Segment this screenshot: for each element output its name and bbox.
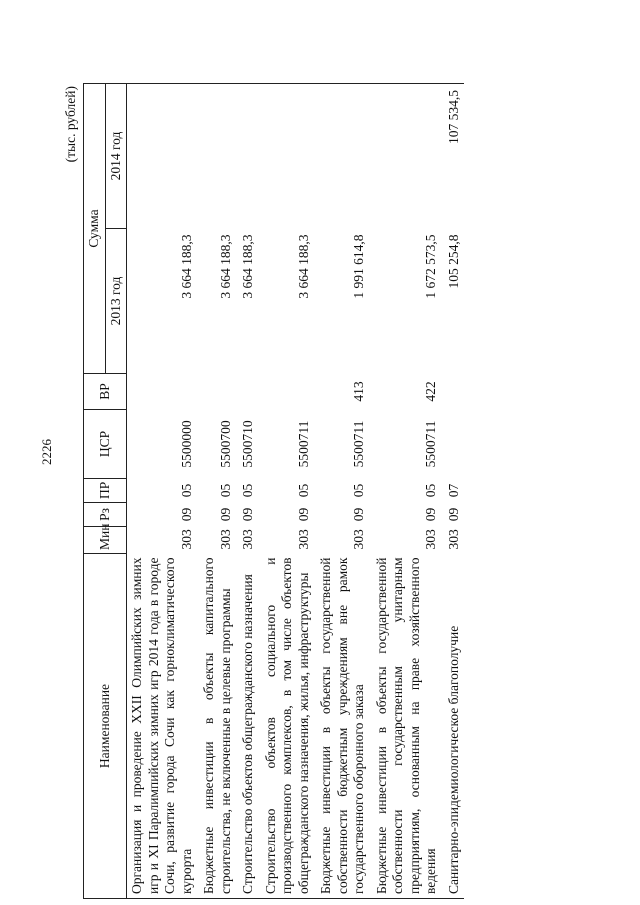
row-name: Бюджетные инвестиции в объекты государственной собственности бюджетным учреждениям вне рамок государственного оборонного заказа (316, 554, 372, 899)
table-row (261, 83, 317, 898)
row-csr: 5500700 (217, 420, 233, 468)
page-number: 2226 (39, 439, 54, 465)
table-row (316, 83, 372, 898)
row-rz: 09 (217, 507, 233, 522)
row-pr: 07 (445, 483, 461, 498)
row-sum-2013: 105 254,8 (445, 234, 461, 289)
row-vr (444, 374, 465, 410)
table-row (199, 83, 238, 898)
row-sum-2013: 1 991 614,8 (351, 234, 366, 299)
row-csr: 5500710 (240, 420, 255, 468)
header-name: Наименование (84, 554, 127, 899)
row-name: Санитарно-эпидемиологическое благополучие (444, 554, 465, 899)
row-pr: 05 (240, 483, 255, 498)
row-csr (444, 410, 465, 479)
row-csr: 5500711 (423, 420, 438, 468)
table-body (127, 83, 465, 898)
row-pr: 05 (178, 483, 194, 498)
row-vr (261, 374, 317, 410)
header-sum: Сумма (84, 83, 106, 373)
budget-table (83, 83, 464, 899)
row-rz: 09 (423, 507, 438, 522)
row-name: Бюджетные инвестиции в объекты капитального строительства, не включенные в целевые программы (199, 554, 238, 899)
budget-sheet (63, 84, 526, 899)
header-vr: ВР (84, 374, 127, 410)
table-row (127, 83, 200, 898)
row-csr: 5500711 (351, 420, 366, 468)
row-name: Организация и проведение XXII Олимпийских зимних игр и XI Паралимпийских зимних игр 2014 года в городе Сочи, развитие города Сочи как горноклиматического курорта (127, 554, 200, 899)
row-min: 303 (240, 529, 255, 550)
row-sum-2014 (261, 83, 317, 228)
row-vr (238, 374, 261, 410)
row-sum-2013: 3 664 188,3 (217, 234, 233, 299)
header-year-2014: 2014 год (105, 83, 127, 228)
row-vr: 422 (423, 381, 438, 402)
row-min: 303 (445, 529, 461, 550)
row-pr: 05 (217, 483, 233, 498)
row-min: 303 (423, 529, 438, 550)
row-sum-2014 (127, 83, 200, 228)
table-row (372, 83, 444, 898)
row-csr: 5500711 (295, 420, 311, 468)
row-sum-2014 (316, 83, 372, 228)
row-sum-2013: 3 664 188,3 (178, 234, 194, 299)
table-row (238, 83, 261, 898)
row-rz: 09 (445, 507, 461, 522)
row-min: 303 (178, 529, 194, 550)
row-vr: 413 (351, 381, 366, 402)
row-sum-2013: 1 672 573,5 (423, 234, 438, 299)
table-row (444, 83, 465, 898)
row-rz: 09 (240, 507, 255, 522)
row-vr (127, 374, 200, 410)
header-min: Мин (84, 527, 127, 554)
row-name: Строительство объектов социального и производственного комплексов, в том числе объектов общегражданского назначения, жилья, инфраструктуры (261, 554, 317, 899)
header-year-2013: 2013 год (105, 229, 127, 374)
row-pr: 05 (351, 483, 366, 498)
row-rz: 09 (351, 507, 366, 522)
row-name: Бюджетные инвестиции в объекты государственной собственности государственным унитарным предприятиям, основанным на праве хозяйственного ведения (372, 554, 444, 899)
row-pr: 05 (423, 483, 438, 498)
row-min: 303 (217, 529, 233, 550)
row-sum-2014 (372, 83, 444, 228)
header-rz: Рз (84, 503, 127, 527)
row-min: 303 (295, 529, 311, 550)
header-pr: ПР (84, 479, 127, 503)
row-rz: 09 (295, 507, 311, 522)
row-sum-2014 (199, 83, 238, 228)
row-min: 303 (351, 529, 366, 550)
row-csr: 5500000 (178, 420, 194, 468)
header-csr: ЦСР (84, 410, 127, 479)
units-label: (тыс. рублей) (63, 86, 78, 163)
row-name: Строительство объектов общегражданского назначения (238, 554, 261, 899)
row-rz: 09 (178, 507, 194, 522)
row-sum-2013: 3 664 188,3 (240, 234, 255, 299)
row-pr: 05 (295, 483, 311, 498)
row-sum-2014 (238, 83, 261, 228)
row-vr (199, 374, 238, 410)
row-sum-2014: 107 534,5 (444, 83, 465, 228)
row-sum-2013: 3 664 188,3 (295, 234, 311, 299)
